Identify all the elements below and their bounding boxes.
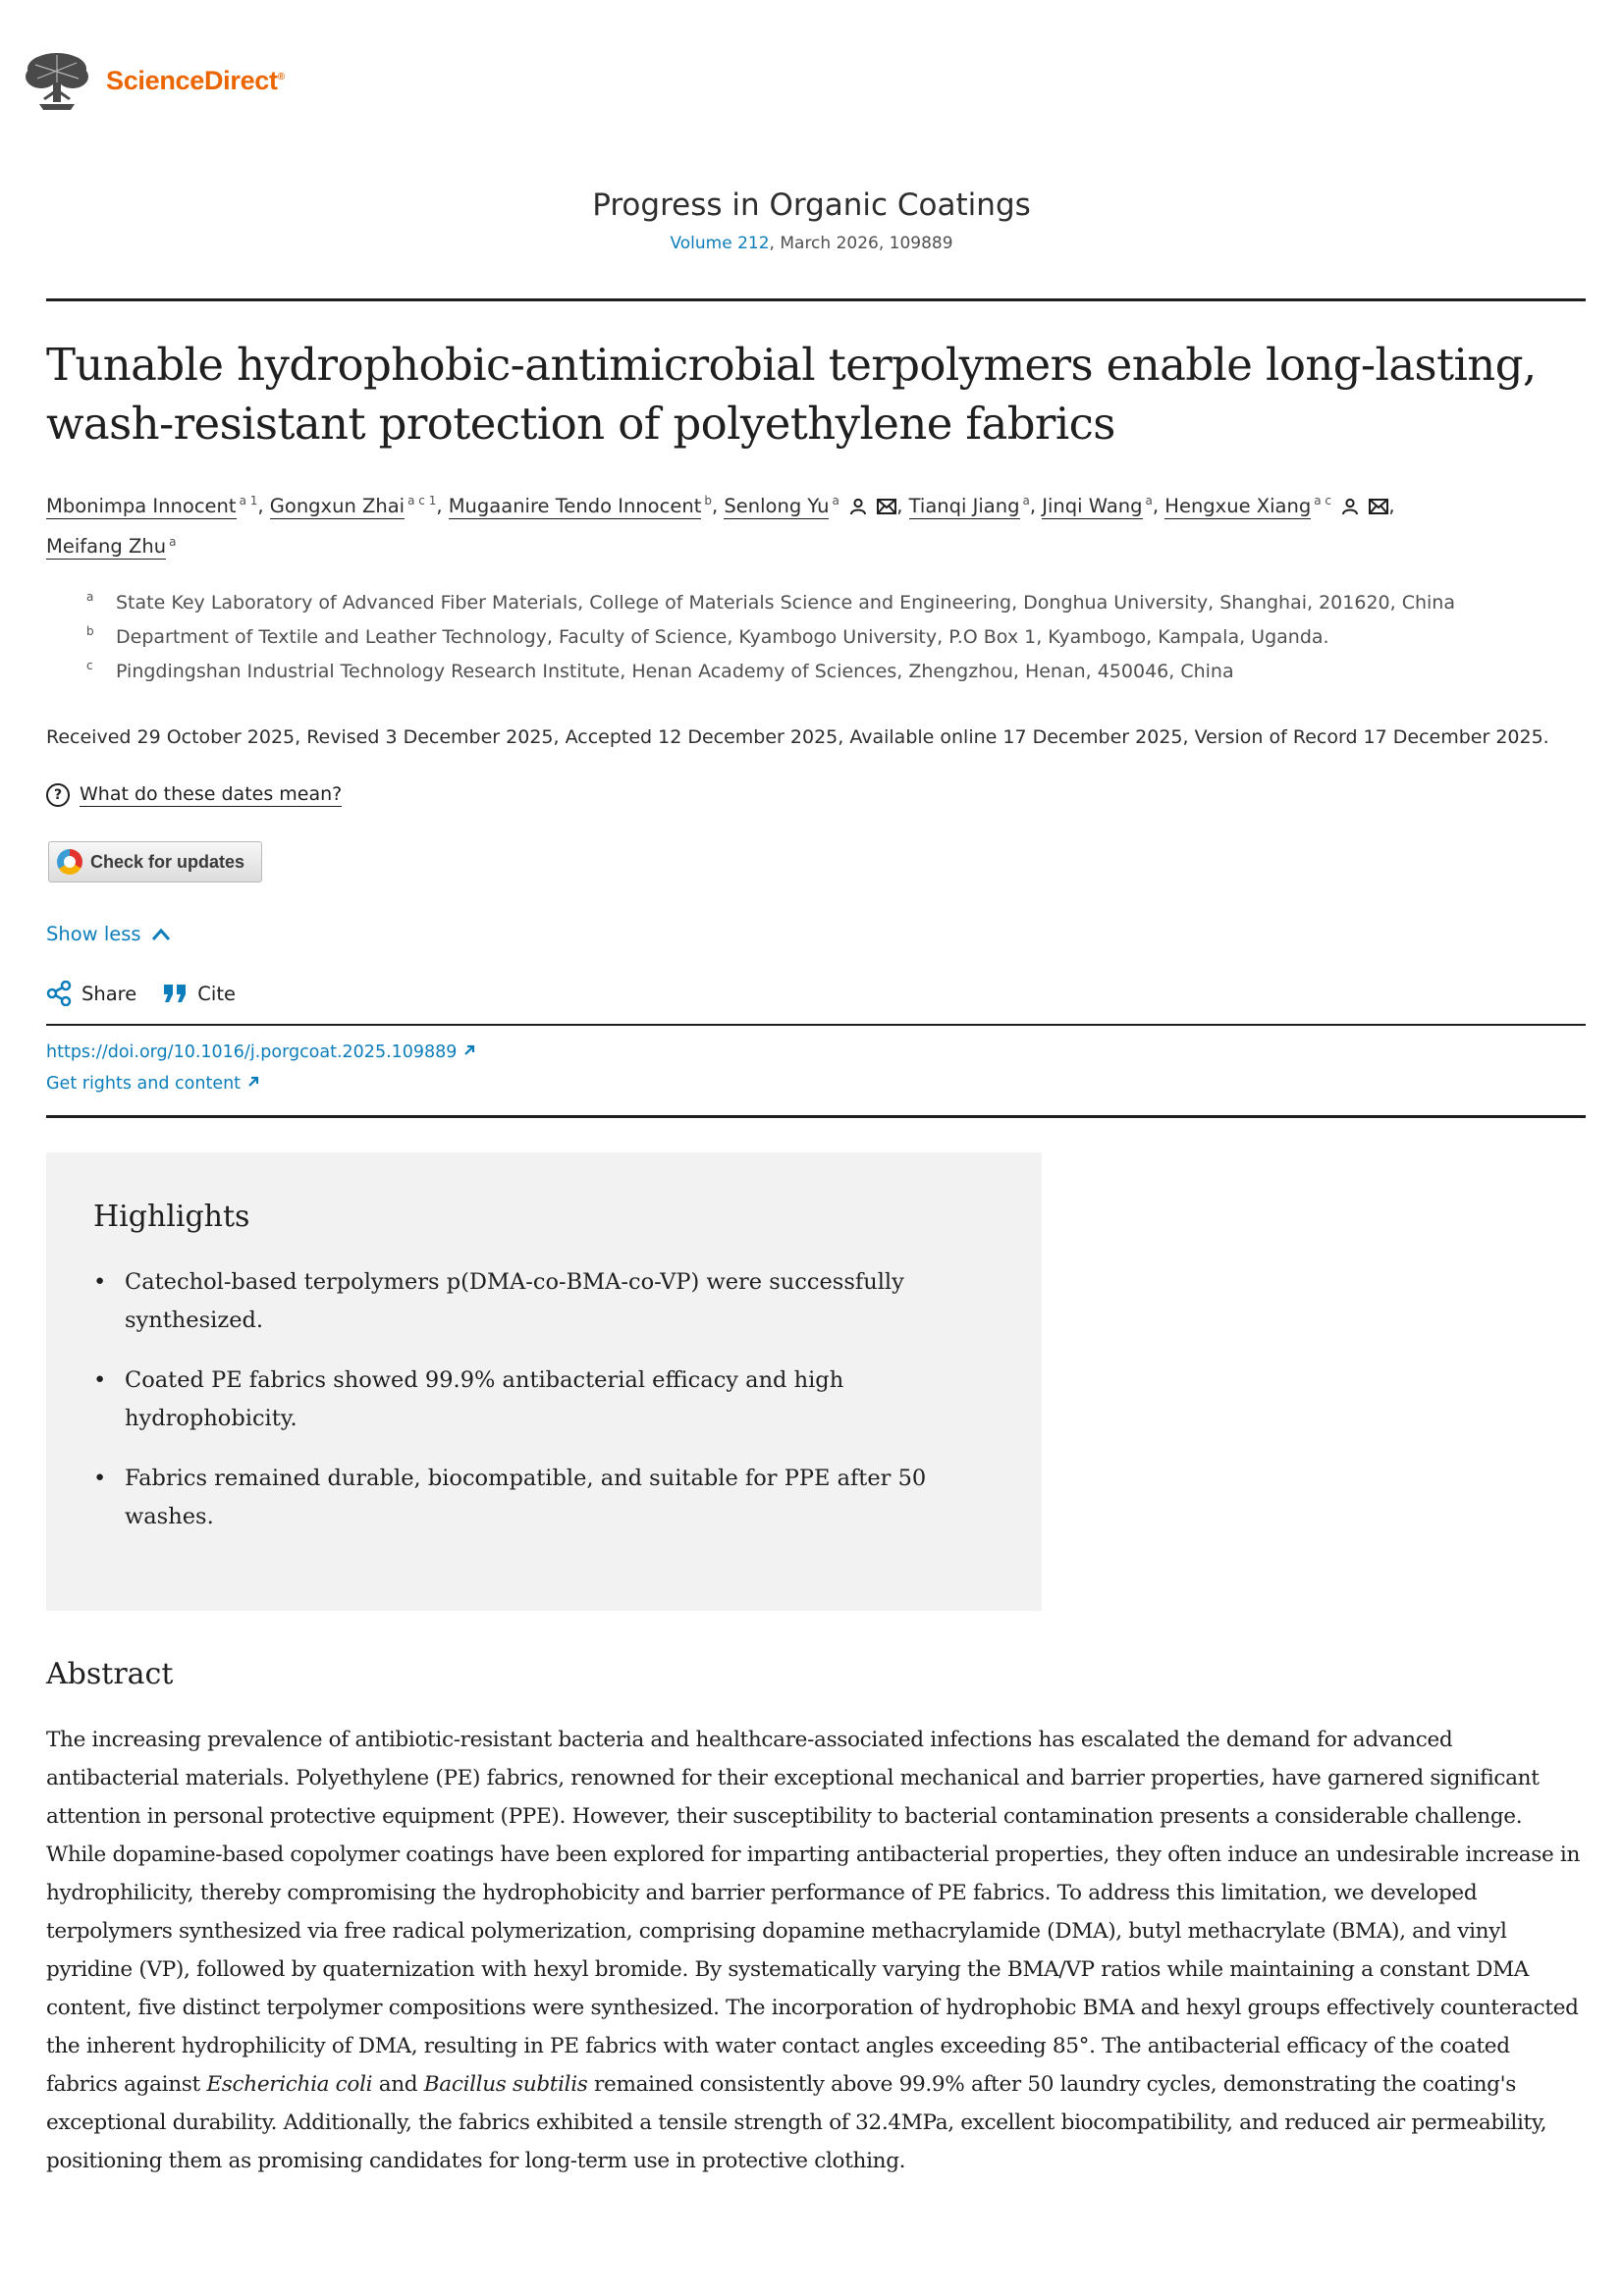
meta-divider: [46, 1115, 1586, 1118]
volume-line: [0, 234, 1623, 253]
what-dates-link[interactable]: [46, 783, 342, 807]
check-for-updates-button[interactable]: [48, 841, 262, 882]
what-dates-label: What do these dates mean?: [80, 783, 343, 805]
affiliations: [86, 586, 1455, 689]
affiliation: c Pingdingshan Industrial Technology Research Institute, Henan Academy of Sciences, Zhengzhou, Henan, 450046, China: [86, 659, 1234, 682]
author[interactable]: Hengxue Xiang $^{a c}$: [1164, 495, 1388, 517]
show-less-label: Show less: [46, 923, 141, 945]
abstract-body: The increasing prevalence of antibiotic-resistant bacteria and healthcare-associated infections has escalated the demand for advanced antibacterial materials. Polyethylene (PE) fabrics, renowned for their exceptional mechanical and barrier properties, have garnered significant attention in personal protective equipment (PPE). However, their susceptibility to bacterial contamination presents a considerable challenge. While dopamine-based copolymer coatings have been explored for imparting antibacterial properties, they often induce an undesirable increase in hydrophilicity, thereby compromising the hydrophobicity and barrier performance of PE fabrics. To address this limitation, we developed terpolymers synthesized via free radical polymerization, comprising dopamine methacrylamide (DMA), butyl methacrylate (BMA), and vinyl pyridine (VP), followed by quaternization with hexyl bromide. By systematically varying the BMA/VP ratios while maintaining a constant DMA content, five distinct terpolymer compositions were synthesized. The incorporation of hydrophobic BMA and hexyl groups effectively counteracted the inherent hydrophilicity of DMA, resulting in PE fabrics with water contact angles exceeding 85°. The antibacterial efficacy of the coated fabrics against Escherichia coli and Bacillus subtilis remained consistently above 99.9% after 50 laundry cycles, demonstrating the coating's exceptional durability. Additionally, the fabrics exhibited a tensile strength of 32.4MPa, excellent biocompatibility, and reduced air permeability, positioning them as promising candidates for long-term use in protective clothing.: [46, 1728, 1581, 2173]
author[interactable]: Meifang Zhu $^a$: [46, 534, 177, 558]
author[interactable]: Tianqi Jiang $^a$: [908, 494, 1030, 517]
highlights-heading: Highlights: [93, 1200, 250, 1234]
elsevier-tree-icon: [22, 49, 92, 112]
article-tools: [46, 981, 236, 1006]
article-dates: Received 29 October 2025, Revised 3 December 2025, Accepted 12 December 2025, Available online 17 December 2025, Version of Record 17 December 2025.: [46, 726, 1549, 748]
cite-label: Cite: [197, 982, 236, 1005]
author-list: Mbonimpa Innocent $^{a 1}$, Gongxun Zhai $^{a c 1}$, Mugaanire Tendo Innocent $^b$, Senlong Yu $^a$ , Tianqi Jiang $^a$, Jinqi Wang $^a$, Hengxue Xiang $^{a c}$ , Meifang Zhu $^a$: [46, 494, 1395, 558]
share-button[interactable]: [46, 981, 136, 1006]
abstract-heading: Abstract: [46, 1657, 174, 1691]
author[interactable]: Jinqi Wang $^a$: [1042, 494, 1153, 517]
rights-label: Get rights and content: [46, 1074, 242, 1094]
highlight-item: • Fabrics remained durable, biocompatible, and suitable for PPE after 50 washes.: [93, 1460, 938, 1536]
issue-info: , March 2026, 109889: [769, 234, 953, 253]
quote-icon: [162, 983, 188, 1004]
cite-button[interactable]: [162, 983, 236, 1005]
highlight-item: • Coated PE fabrics showed 99.9% antibacterial efficacy and high hydrophobicity.: [93, 1362, 938, 1438]
share-label: Share: [81, 982, 137, 1005]
header-divider: [46, 298, 1586, 301]
show-less-toggle[interactable]: [46, 923, 171, 945]
envelope-icon[interactable]: [1369, 499, 1388, 514]
envelope-icon[interactable]: [877, 499, 896, 514]
author[interactable]: Senlong Yu $^a$: [724, 495, 896, 517]
person-icon: [1341, 498, 1359, 515]
affiliation: a State Key Laboratory of Advanced Fiber Materials, College of Materials Science and Engineering, Donghua University, Shanghai, 201620, China: [86, 590, 1455, 614]
doi-label: https://doi.org/10.1016/j.porgcoat.2025.109889: [46, 1042, 458, 1062]
external-arrow-icon: [462, 1043, 476, 1057]
author[interactable]: Mugaanire Tendo Innocent $^b$: [448, 494, 712, 517]
affiliation: b Department of Textile and Leather Technology, Faculty of Science, Kyambogo University, P.O Box 1, Kyambogo, Kampala, Uganda.: [86, 624, 1329, 648]
article-title: Tunable hydrophobic-antimicrobial terpolymers enable long-lasting, wash-resistant protection of polyethylene fabrics: [46, 339, 1537, 450]
crossmark-icon: [57, 849, 82, 875]
check-updates-label: Check for updates: [90, 851, 245, 872]
sciencedirect-logo[interactable]: [22, 49, 285, 112]
author[interactable]: Gongxun Zhai $^{a c 1}$: [269, 494, 437, 517]
brand-name: ScienceDirect®: [106, 65, 285, 95]
chevron-up-icon: [151, 928, 171, 941]
journal-title[interactable]: Progress in Organic Coatings: [592, 187, 1031, 223]
species-name: Escherichia coli: [206, 2072, 373, 2097]
person-icon: [849, 498, 867, 515]
question-icon: ?: [46, 783, 70, 807]
highlight-item: • Catechol-based terpolymers p(DMA-co-BMA-co-VP) were successfully synthesized.: [93, 1263, 938, 1340]
highlights-list: [93, 1263, 938, 1558]
author[interactable]: Mbonimpa Innocent $^{a 1}$: [46, 494, 258, 517]
tools-divider: [46, 1024, 1586, 1026]
species-name: Bacillus subtilis: [423, 2072, 588, 2097]
volume-link[interactable]: Volume 212: [670, 234, 770, 253]
rights-link[interactable]: [46, 1074, 260, 1094]
doi-link[interactable]: [46, 1042, 476, 1062]
external-arrow-icon: [246, 1075, 260, 1089]
share-icon: [46, 981, 72, 1006]
